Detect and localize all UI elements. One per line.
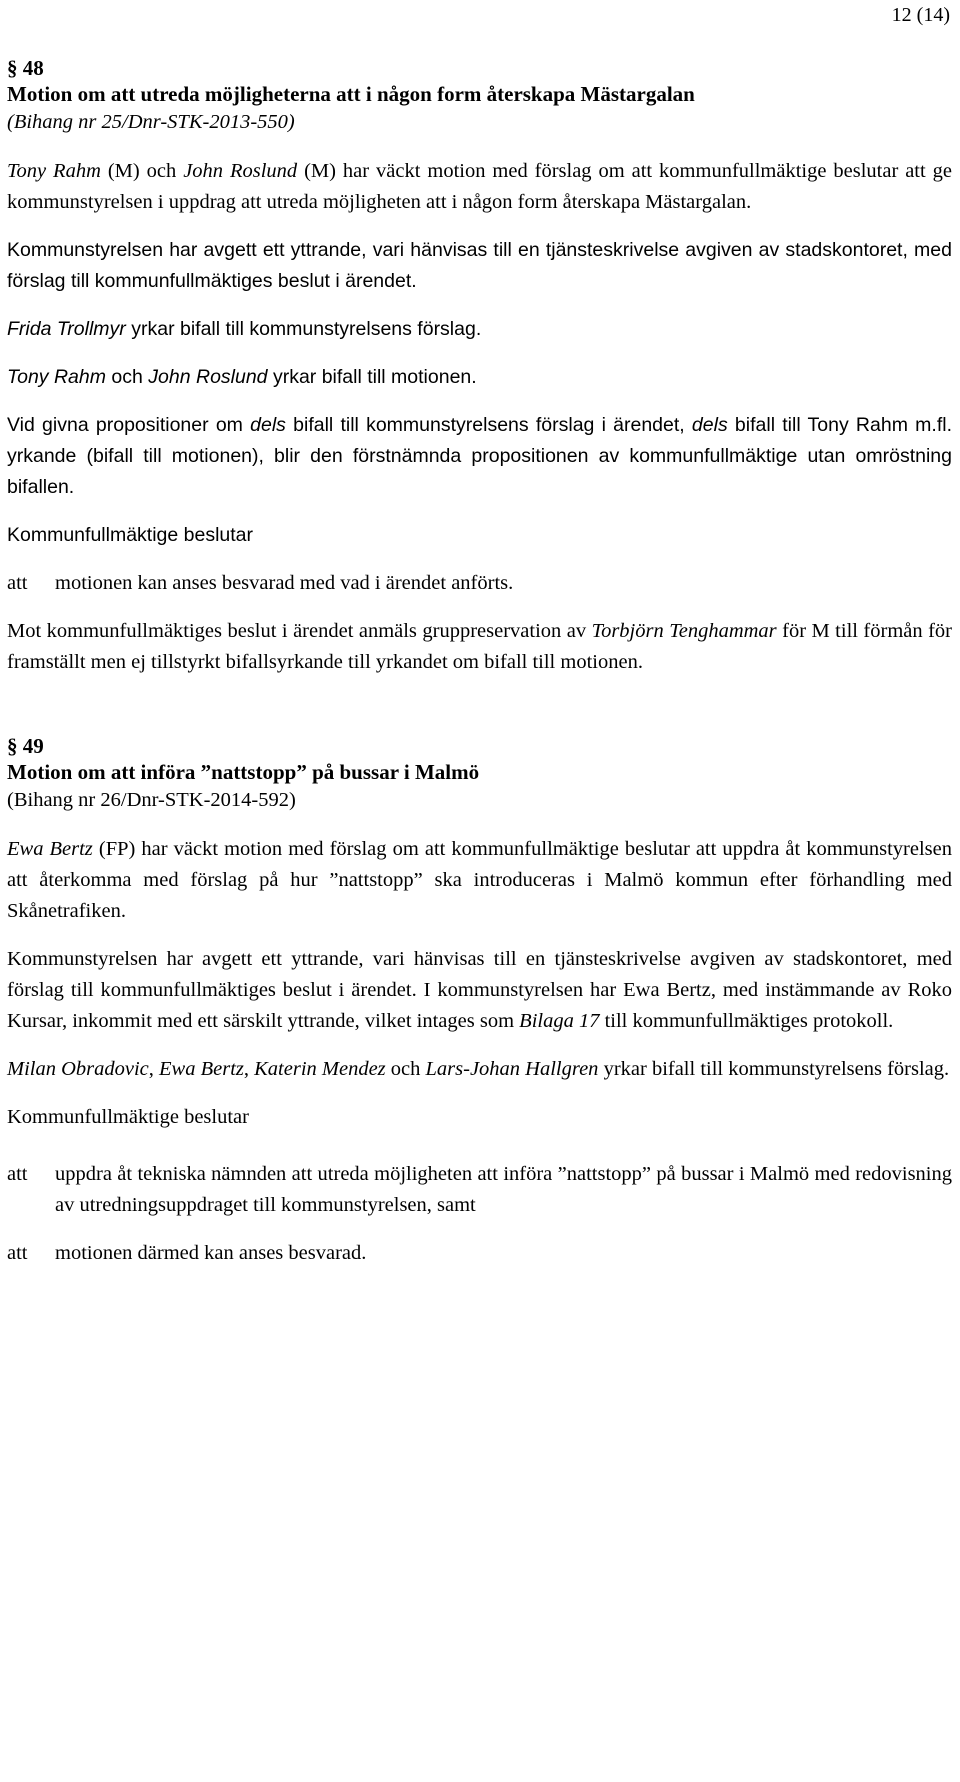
section-48-title: Motion om att utreda möjligheterna att i någon form återskapa Mästargalan bbox=[7, 82, 695, 106]
page-content bbox=[7, 56, 952, 1269]
s49-decision-heading: Kommunfullmäktige beslutar bbox=[7, 1106, 249, 1128]
s49-paragraph-motion: Ewa Bertz (FP) har väckt motion med förslag om att kommunfullmäktige beslutar att uppdra åt kommunstyrelsen att återkomma med förslag på hur ”nattstopp” ska introduceras i Malmö kommun efter förhandling med Skånetrafiken. bbox=[7, 838, 953, 922]
person-name: Lars-Johan Hallgren bbox=[425, 1058, 599, 1080]
s49-paragraph-claim: Milan Obradovic, Ewa Bertz, Katerin Mendez och Lars-Johan Hallgren yrkar bifall till kommunstyrelsens förslag. bbox=[7, 1058, 950, 1080]
person-name: Torbjörn Tenghammar bbox=[591, 620, 777, 642]
person-name: John Roslund bbox=[148, 366, 268, 388]
s48-decision-item: att motionen kan anses besvarad med vad i ärendet anförts. bbox=[7, 568, 952, 599]
s48-paragraph-claim-2: Tony Rahm och John Roslund yrkar bifall till motionen. bbox=[7, 366, 477, 388]
s48-paragraph-motion: Tony Rahm (M) och John Roslund (M) har väckt motion med förslag om att kommunfullmäktige beslutar att ge kommunstyrelsen i uppdrag att utreda möjligheten att i någon form återskapa Mästargalan. bbox=[7, 160, 952, 213]
person-name: Ewa Bertz bbox=[159, 1058, 244, 1080]
person-name: Ewa Bertz bbox=[7, 838, 93, 860]
person-name: John Roslund bbox=[183, 160, 298, 182]
s49-decision-item-1: att uppdra åt tekniska nämnden att utreda möjligheten att införa ”nattstopp” på bussar i Malmö med redovisning av utredningsuppdraget till kommunstyrelsen, samt bbox=[7, 1159, 952, 1221]
att-label: att bbox=[7, 572, 28, 594]
section-49-reference: (Bihang nr 26/Dnr-STK-2014-592) bbox=[7, 789, 296, 811]
s48-decision-heading: Kommunfullmäktige beslutar bbox=[7, 524, 254, 546]
s48-paragraph-claim-1: Frida Trollmyr yrkar bifall till kommunstyrelsens förslag. bbox=[7, 318, 482, 340]
s48-paragraph-propositions: Vid givna propositioner om dels bifall till kommunstyrelsens förslag i ärendet, dels bifall till Tony Rahm m.fl. yrkande (bifall till motionen), blir den förstnämnda propositionen av kommunfullmäktige utan omröstning bifallen. bbox=[7, 414, 952, 498]
att-label: att bbox=[7, 1163, 28, 1185]
section-49-title: Motion om att införa ”nattstopp” på bussar i Malmö bbox=[7, 760, 480, 784]
section-49-number: § 49 bbox=[7, 734, 44, 758]
s48-paragraph-reservation: Mot kommunfullmäktiges beslut i ärendet anmäls gruppreservation av Torbjörn Tenghammar för M till förmån för framställt men ej tillstyrkt bifallsyrkande till yrkandet om bifall till motionen. bbox=[7, 620, 952, 673]
section-48-number: § 48 bbox=[7, 56, 44, 80]
person-name: Katerin Mendez bbox=[254, 1058, 386, 1080]
att-label: att bbox=[7, 1242, 28, 1264]
section-48-reference: (Bihang nr 25/Dnr-STK-2013-550) bbox=[7, 111, 295, 133]
person-name: Tony Rahm bbox=[7, 160, 101, 182]
person-name: Frida Trollmyr bbox=[7, 318, 126, 340]
page-number: 12 (14) bbox=[891, 4, 950, 26]
person-name: Milan Obradovic bbox=[7, 1058, 149, 1080]
person-name: Tony Rahm bbox=[7, 366, 106, 388]
s49-paragraph-statement: Kommunstyrelsen har avgett ett yttrande, vari hänvisas till en tjänsteskrivelse avgiven av stadskontoret, med förslag till kommunfullmäktiges beslut i ärendet. I kommunstyrelsen har Ewa Bertz, med instämmande av Roko Kursar, inkommit med ett särskilt yttrande, vilket intages som Bilaga 17 till kommunfullmäktiges protokoll. bbox=[7, 948, 952, 1032]
s49-decision-item-2: att motionen därmed kan anses besvarad. bbox=[7, 1238, 952, 1269]
s48-paragraph-statement: Kommunstyrelsen har avgett ett yttrande, vari hänvisas till en tjänsteskrivelse avgiven av stadskontoret, med förslag till kommunfullmäktiges beslut i ärendet. bbox=[7, 239, 952, 292]
